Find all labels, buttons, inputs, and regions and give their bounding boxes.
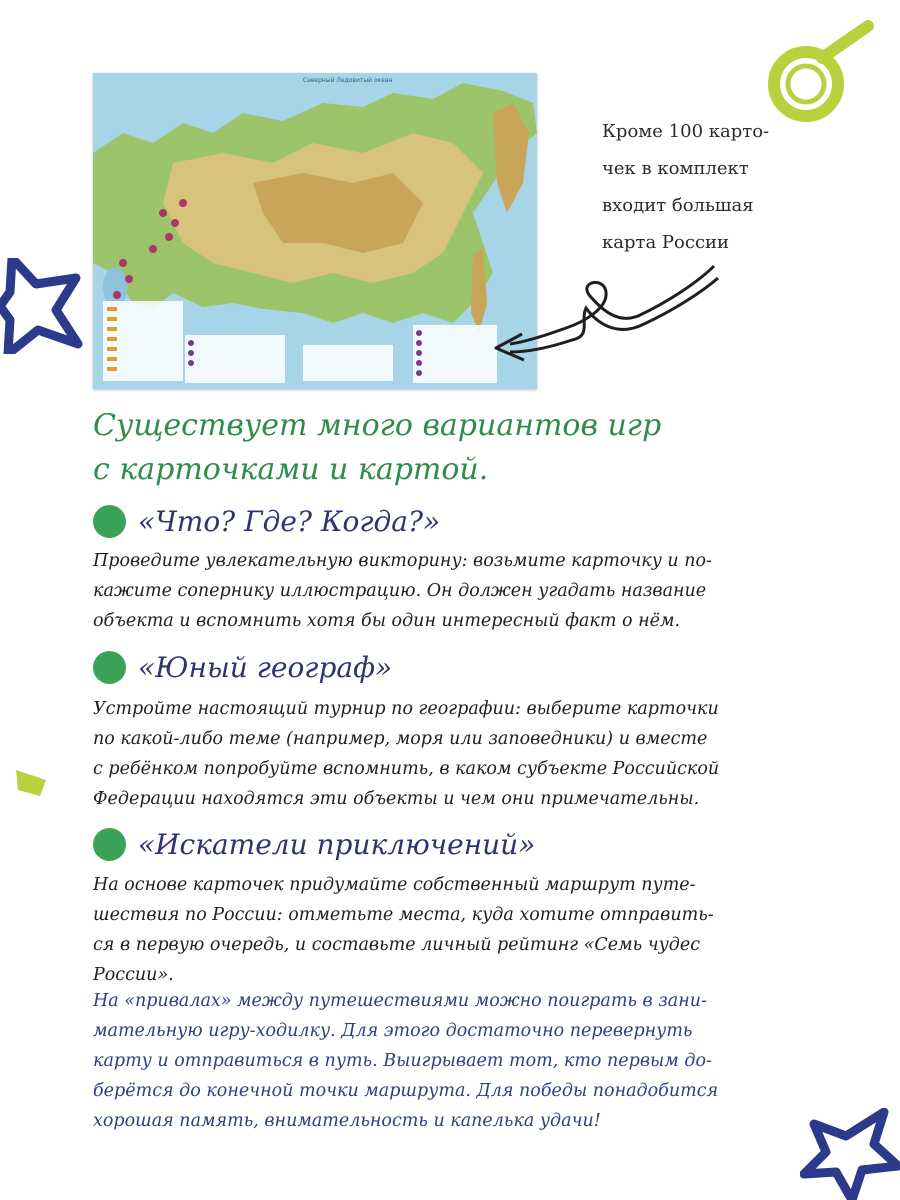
side-note-line: чек в комплект — [602, 158, 749, 179]
paragraph-line: объекта и вспомнить хотя бы один интересный факт о нём. — [93, 611, 681, 631]
bullet-dot-icon — [93, 828, 126, 861]
section-paragraph — [93, 546, 813, 636]
side-note — [602, 113, 812, 261]
side-note-line: Кроме 100 карто- — [602, 121, 770, 142]
page-headline — [93, 404, 733, 492]
paragraph-line: с ребёнком попробуйте вспомнить, в каком субъекте Российской — [93, 759, 720, 779]
section-title-what-where-when — [93, 505, 440, 538]
paragraph-line: Проведите увлекательную викторину: возьмите карточку и по- — [93, 551, 712, 571]
bullet-dot-icon — [93, 505, 126, 538]
section-paragraph — [93, 870, 813, 990]
section-title-text: «Что? Где? Когда?» — [138, 505, 441, 538]
paragraph-line: Устройте настоящий турнир по географии: выберите карточки — [93, 699, 719, 719]
magnifier-icon — [760, 18, 880, 128]
headline-line: Существует много вариантов игр — [93, 408, 662, 443]
side-note-line: карта России — [602, 232, 730, 253]
paragraph-line: Федерации находятся эти объекты и чем они примечательны. — [93, 789, 700, 809]
section-title-adventurers — [93, 828, 535, 861]
side-note-line: входит большая — [602, 195, 754, 216]
bullet-dot-icon — [93, 651, 126, 684]
paragraph-line: хорошая память, внимательность и капелька удачи! — [93, 1111, 601, 1131]
section-title-young-geographer — [93, 651, 392, 684]
paragraph-line: На «привалах» между путешествиями можно поиграть в зани- — [93, 991, 707, 1011]
paragraph-line: шествия по России: отметьте места, куда хотите отправить- — [93, 905, 714, 925]
paragraph-line: мательную игру-ходилку. Для этого достаточно перевернуть — [93, 1021, 693, 1041]
paragraph-line: На основе карточек придумайте собственный маршрут путе- — [93, 875, 696, 895]
paragraph-line: карту и отправиться в путь. Выигрывает тот, кто первым до- — [93, 1051, 712, 1071]
russia-map — [93, 73, 537, 389]
star-icon — [0, 258, 84, 354]
closing-paragraph — [93, 986, 813, 1136]
star-icon — [800, 1108, 900, 1200]
paragraph-line: ся в первую очередь, и составьте личный рейтинг «Семь чудес — [93, 935, 701, 955]
lime-mark-icon — [14, 766, 50, 800]
paragraph-line: России». — [93, 965, 174, 985]
paragraph-line: кажите сопернику иллюстрацию. Он должен угадать название — [93, 581, 707, 601]
paragraph-line: по какой-либо теме (например, моря или заповедники) и вместе — [93, 729, 708, 749]
arrow-icon — [488, 262, 724, 368]
paragraph-line: берётся до конечной точки маршрута. Для победы понадобится — [93, 1081, 719, 1101]
section-title-text: «Юный географ» — [138, 651, 393, 684]
section-title-text: «Искатели приключений» — [138, 828, 536, 861]
map-ocean-label: Северный Ледовитый океан — [303, 77, 393, 84]
section-paragraph — [93, 694, 813, 814]
headline-line: с карточками и картой. — [93, 452, 489, 487]
